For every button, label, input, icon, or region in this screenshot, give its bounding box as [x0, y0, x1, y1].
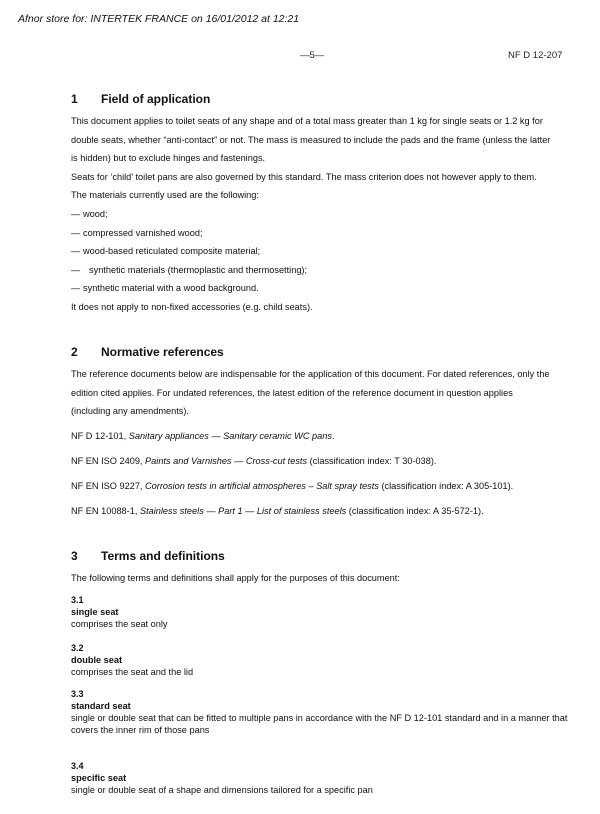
list-item: — wood; [71, 208, 108, 219]
term-name: specific seat [71, 773, 127, 783]
term-definition: single or double seat of a shape and dimensions tailored for a specific pan [71, 785, 373, 795]
store-watermark-line: Afnor store for: INTERTEK FRANCE on 16/01/2012 at 12:21 [18, 13, 300, 25]
paragraph: It does not apply to non-fixed accessories (e.g. child seats). [71, 301, 313, 312]
paragraph-line: edition cited applies. For undated references, the latest edition of the reference document in question applies [71, 387, 513, 398]
list-item: — synthetic material with a wood background. [71, 283, 259, 294]
term-name: single seat [71, 607, 119, 617]
paragraph-line: The reference documents below are indispensable for the application of this document. For dated references, only the [71, 369, 550, 379]
section-number: 3 [71, 549, 78, 563]
paragraph: The following terms and definitions shall apply for the purposes of this document: [71, 573, 400, 583]
term-definition: comprises the seat only [71, 619, 168, 629]
term-number: 3.3 [71, 689, 84, 699]
term-entry [71, 688, 581, 736]
paragraph-line: (including any amendments). [71, 406, 189, 417]
term-number: 3.1 [71, 595, 84, 605]
section-number: 2 [71, 345, 78, 359]
section-normative-references [71, 345, 576, 516]
term-definition: single or double seat that can be fitted to multiple pans in accordance with the NF D 12-101 standard and in a manner that covers the inner rim of those pans [71, 713, 568, 735]
section-field-of-application [71, 92, 576, 317]
term-entry [71, 594, 581, 630]
section-terms-and-definitions [71, 549, 576, 588]
list-item: — compressed varnished wood; [71, 227, 203, 238]
paragraph: Seats for ‘child’ toilet pans are also governed by this standard. The mass criterion does not however apply to them. [71, 171, 537, 182]
page-number: —5— [300, 50, 325, 61]
term-name: standard seat [71, 701, 131, 711]
normative-reference: NF D 12-101, Sanitary appliances — Sanitary ceramic WC pans. [71, 430, 335, 441]
term-definition: comprises the seat and the lid [71, 667, 194, 677]
section-title: Terms and definitions [101, 549, 225, 563]
list-item: — wood-based reticulated composite material; [71, 246, 261, 257]
normative-reference: NF EN 10088-1, Stainless steels — Part 1 — List of stainless steels (classification index: A 35-572-1). [71, 505, 484, 516]
term-number: 3.4 [71, 761, 84, 771]
section-heading [71, 549, 576, 563]
document-reference: NF D 12-207 [508, 50, 563, 61]
paragraph-line: This document applies to toilet seats of any shape and of a total mass greater than 1 kg for single seats or 1.2 kg for [71, 116, 543, 126]
section-heading [71, 345, 576, 359]
term-entry [71, 760, 581, 796]
term-entry [71, 642, 581, 678]
term-name: double seat [71, 655, 123, 665]
section-title: Field of application [101, 92, 211, 106]
section-heading [71, 92, 576, 106]
normative-reference: NF EN ISO 2409, Paints and Varnishes — Cross-cut tests (classification index: T 30-038). [71, 455, 437, 466]
paragraph-line: is hidden) but to exclude hinges and fastenings. [71, 153, 266, 164]
term-number: 3.2 [71, 643, 84, 653]
list-item: — synthetic materials (thermoplastic and thermosetting); [71, 264, 308, 275]
paragraph-line: double seats, whether “anti-contact” or not. The mass is measured to include the pads and the frame (unless the latter [71, 134, 551, 145]
section-title: Normative references [101, 345, 224, 359]
paragraph: The materials currently used are the following: [71, 190, 259, 201]
normative-reference: NF EN ISO 9227, Corrosion tests in artificial atmospheres – Salt spray tests (classification index: A 305-101). [71, 480, 514, 491]
section-number: 1 [71, 92, 78, 106]
